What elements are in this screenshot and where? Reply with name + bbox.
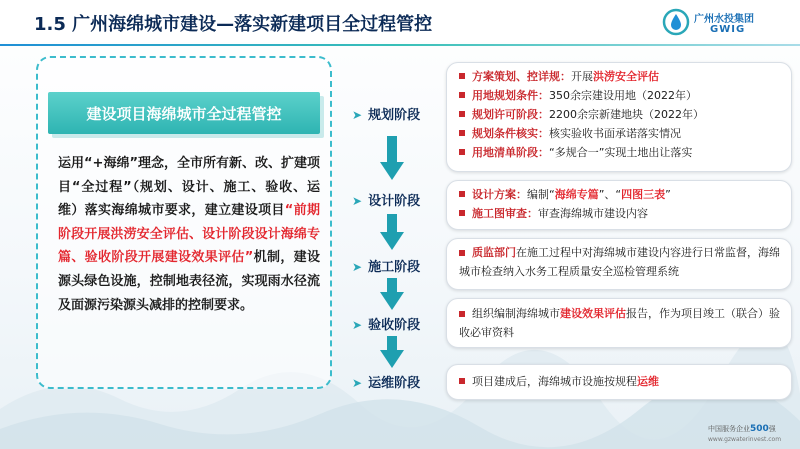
page-title: 1.5 广州海绵城市建设—落实新建项目全过程管控 bbox=[34, 14, 433, 35]
stage-operation bbox=[352, 372, 442, 392]
list-item: 用地清单阶段： “多规合一”实现土地出让落实 bbox=[459, 143, 783, 162]
stage-label: 设计阶段 bbox=[368, 194, 421, 209]
list-item: 用地规划条件： 350余宗建设用地（2022年） bbox=[459, 86, 783, 105]
stage-label: 施工阶段 bbox=[368, 260, 421, 275]
panel-heading: 建设项目海绵城市全过程管控 bbox=[48, 92, 320, 134]
stage-construction bbox=[352, 256, 442, 276]
list-item: 质监部门在施工过程中对海绵城市建设内容进行日常监督，海绵城市检查纳入水务工程质量安全巡检管理系统 bbox=[459, 246, 780, 278]
stage-label: 规划阶段 bbox=[368, 108, 421, 123]
list-item: 规划条件核实： 核实验收书面承诺落实情况 bbox=[459, 124, 783, 143]
logo-text-en: GWIG bbox=[710, 24, 746, 35]
stage-planning bbox=[352, 104, 442, 124]
logo-text-cn: 广州水投集团 bbox=[694, 14, 754, 25]
square-bullet-icon bbox=[459, 250, 465, 256]
company-logo bbox=[662, 6, 792, 40]
list-item: 项目建成后，海绵城市设施按规程 运维 bbox=[459, 372, 783, 391]
square-bullet-icon bbox=[459, 311, 465, 317]
square-bullet-icon bbox=[459, 210, 465, 216]
panel-body-text-1: 运用“+海绵”理念，全市所有新、改、扩建项目“全过程”（规划、设计、施工、验收、运维）落实海绵城市要求，建立建设项目 bbox=[58, 156, 320, 219]
stage-label: 验收阶段 bbox=[368, 318, 421, 333]
list-item: 规划许可阶段： 2200余宗新建地块（2022年） bbox=[459, 105, 783, 124]
down-arrow-icon bbox=[380, 214, 404, 250]
list-item: 组织编制海绵城市建设效果评估报告，作为项目竣工（联合）验收必审资料 bbox=[459, 307, 780, 339]
design-box bbox=[446, 180, 792, 230]
list-item: 设计方案： 编制“ 海绵专篇 ”、“ 四图三表 ” bbox=[459, 185, 783, 204]
chevron-right-icon: ➤ bbox=[352, 194, 363, 208]
stage-acceptance bbox=[352, 314, 442, 334]
footer-url: www.gzwaterinvest.com bbox=[708, 436, 782, 443]
list-item: 方案策划、控详规： 开展 洪涝安全评估 bbox=[459, 67, 783, 86]
operation-box bbox=[446, 364, 792, 400]
down-arrow-icon bbox=[380, 278, 404, 310]
footer-badge: 中国服务企业500强 bbox=[708, 424, 776, 434]
square-bullet-icon bbox=[459, 149, 465, 155]
chevron-right-icon: ➤ bbox=[352, 108, 363, 122]
panel-body-text-2: 机制，建设源头绿色设施，控制地表径流，实现雨水径流及面源污染源头减排的控制要求。 bbox=[58, 250, 320, 313]
down-arrow-icon bbox=[380, 336, 404, 368]
construction-box bbox=[446, 238, 792, 290]
square-bullet-icon bbox=[459, 130, 465, 136]
chevron-right-icon: ➤ bbox=[352, 376, 363, 390]
water-drop-logo-icon bbox=[662, 8, 690, 36]
panel-body bbox=[58, 152, 320, 317]
stage-design bbox=[352, 190, 442, 210]
chevron-right-icon: ➤ bbox=[352, 260, 363, 274]
down-arrow-icon bbox=[380, 136, 404, 180]
planning-box bbox=[446, 62, 792, 172]
chevron-right-icon: ➤ bbox=[352, 318, 363, 332]
square-bullet-icon bbox=[459, 191, 465, 197]
square-bullet-icon bbox=[459, 73, 465, 79]
acceptance-box bbox=[446, 298, 792, 348]
panel-body-highlight: “前期阶段开展洪涝安全评估、设计阶段设计海绵专篇、验收阶段开展建设效果评估” bbox=[58, 203, 320, 266]
stage-label: 运维阶段 bbox=[368, 376, 421, 391]
square-bullet-icon bbox=[459, 378, 465, 384]
square-bullet-icon bbox=[459, 92, 465, 98]
list-item: 施工图审查： 审查海绵城市建设内容 bbox=[459, 204, 783, 223]
title-rule bbox=[0, 44, 800, 46]
square-bullet-icon bbox=[459, 111, 465, 117]
